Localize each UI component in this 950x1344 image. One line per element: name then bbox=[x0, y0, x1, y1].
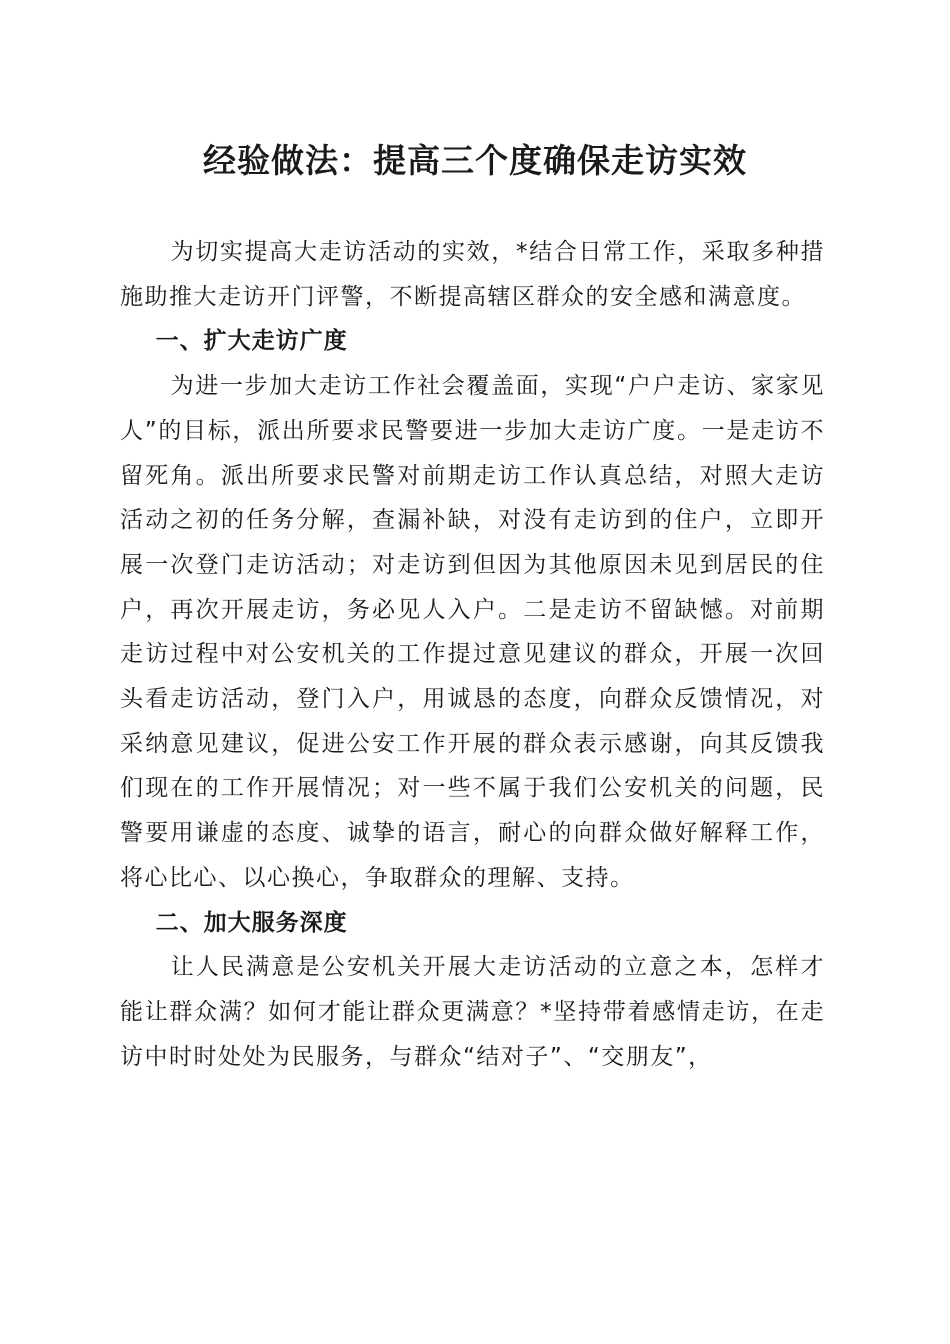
section-paragraph-1: 为进一步加大走访工作社会覆盖面，实现“户户走访、家家见人”的目标，派出所要求民警要进一步加大走访广度。一是走访不留死角。派出所要求民警对前期走访工作认真总结，对照大走访活动之初的任务分解，查漏补缺，对没有走访到的住户，立即开展一次登门走访活动；对走访到但因为其他原因未见到居民的住户，再次开展走访，务必见人入户。二是走访不留缺憾。对前期走访过程中对公安机关的工作提过意见建议的群众，开展一次回头看走访活动，登门入户，用诚恳的态度，向群众反馈情况，对采纳意见建议，促进公安工作开展的群众表示感谢，向其反馈我们现在的工作开展情况；对一些不属于我们公安机关的问题，民警要用谦虚的态度、诚挚的语言，耐心的向群众做好解释工作，将心比心、以心换心，争取群众的理解、支持。 bbox=[120, 373, 825, 891]
section-paragraph-2: 让人民满意是公安机关开展大走访活动的立意之本，怎样才能让群众满？如何才能让群众更满意？*坚持带着感情走访，在走访中时时处处为民服务，与群众“结对子”、“交朋友”， bbox=[120, 954, 825, 1070]
section-heading-2: 二、加大服务深度 bbox=[155, 909, 348, 936]
document-title: 经验做法：提高三个度确保走访实效 bbox=[203, 141, 747, 180]
section-heading-1: 一、扩大走访广度 bbox=[155, 328, 348, 355]
intro-paragraph: 为切实提高大走访活动的实效，*结合日常工作，采取多种措施助推大走访开门评警，不断提高辖区群众的安全感和满意度。 bbox=[120, 239, 825, 310]
document-body bbox=[120, 230, 825, 1079]
